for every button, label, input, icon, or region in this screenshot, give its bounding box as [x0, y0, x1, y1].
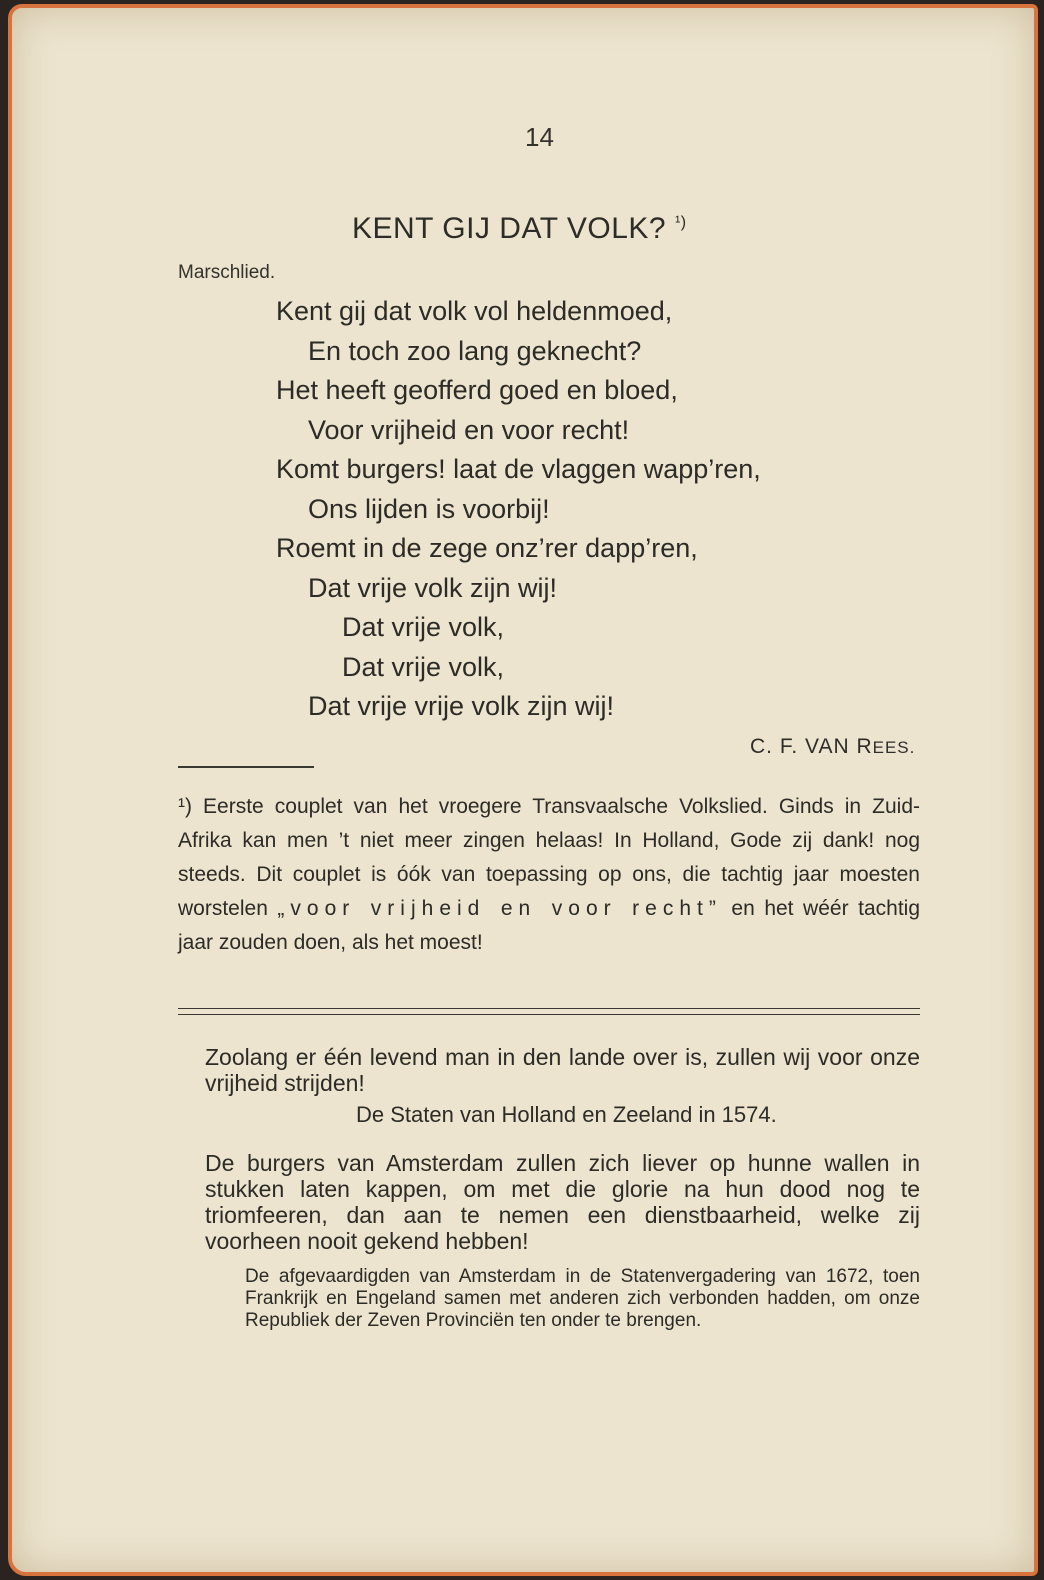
footnote-text-1: Eerste couplet van het vroegere Transvaalsche Volkslied. Ginds in Zuid-Afrika kan men ’t niet meer zingen helaas! In Holland, Gode zij dank! nog steeds. Dit couplet is óók van toepassing op ons, die tachtig jaar moesten worstelen [178, 795, 920, 920]
author-initials: C. F. VAN R [750, 735, 873, 758]
poem-title-text: KENT GIJ DAT VOLK? [352, 212, 667, 245]
section-divider [178, 1008, 920, 1015]
footnote [178, 790, 920, 960]
quote-2-attribution [245, 1266, 920, 1332]
quote-2 [205, 1150, 920, 1254]
poem-line: Roemt in de zege onz’rer dapp’ren, [276, 533, 698, 563]
quote-1-text: Zoolang er één levend man in den lande over is, zullen wij voor onze vrijheid strijden! [205, 1044, 920, 1096]
quote-2-text: De burgers van Amsterdam zullen zich liever op hunne wallen in stukken laten kappen, om met die glorie na hun dood nog te triomfeeren, dan aan te nemen een dienstbaarheid, welke zij voorheen nooit gekend hebben! [205, 1150, 920, 1254]
footnote-spaced-text: „voor vrijheid en voor recht” [277, 897, 722, 920]
poem-line: Dat vrije vrije volk zijn wij! [308, 691, 615, 721]
quote-2-attribution-text: De afgevaardigden van Amsterdam in de Statenvergadering van 1672, toen Frankrijk en Engeland samen met anderen zich verbonden hadden, om onze Republiek der Zeven Provinciën ten onder te brengen. [245, 1266, 920, 1331]
footnote-mark: ¹) [178, 795, 192, 818]
poem-line: Dat vrije volk, [342, 651, 505, 682]
footnote-divider [178, 766, 314, 768]
poem-line: Kent gij dat volk vol heldenmoed, [276, 296, 673, 326]
poem-line: En toch zoo lang geknecht? [308, 335, 642, 366]
quote-1 [205, 1044, 920, 1096]
poem-line: Voor vrijheid en voor recht! [308, 414, 630, 445]
page-number: 14 [525, 122, 554, 152]
author-rest: EES. [872, 738, 916, 757]
poem-line: Ons lijden is voorbij! [308, 493, 550, 524]
poem-subtitle: Marschlied. [178, 262, 276, 283]
poem-author [750, 735, 915, 759]
poem-line: Dat vrije volk zijn wij! [308, 572, 558, 603]
quote-1-attribution: De Staten van Holland en Zeeland in 1574. [356, 1102, 777, 1127]
footnote-text-2: en het wéér tachtig jaar zouden doen, als het moest! [178, 897, 920, 954]
poem-line: Komt burgers! laat de vlaggen wapp’ren, [276, 454, 761, 484]
footnote-reference: ¹) [674, 214, 687, 231]
poem-title [352, 212, 687, 246]
poem-line: Dat vrije volk, [342, 612, 505, 642]
poem-line: Het heeft geofferd goed en bloed, [276, 375, 678, 405]
